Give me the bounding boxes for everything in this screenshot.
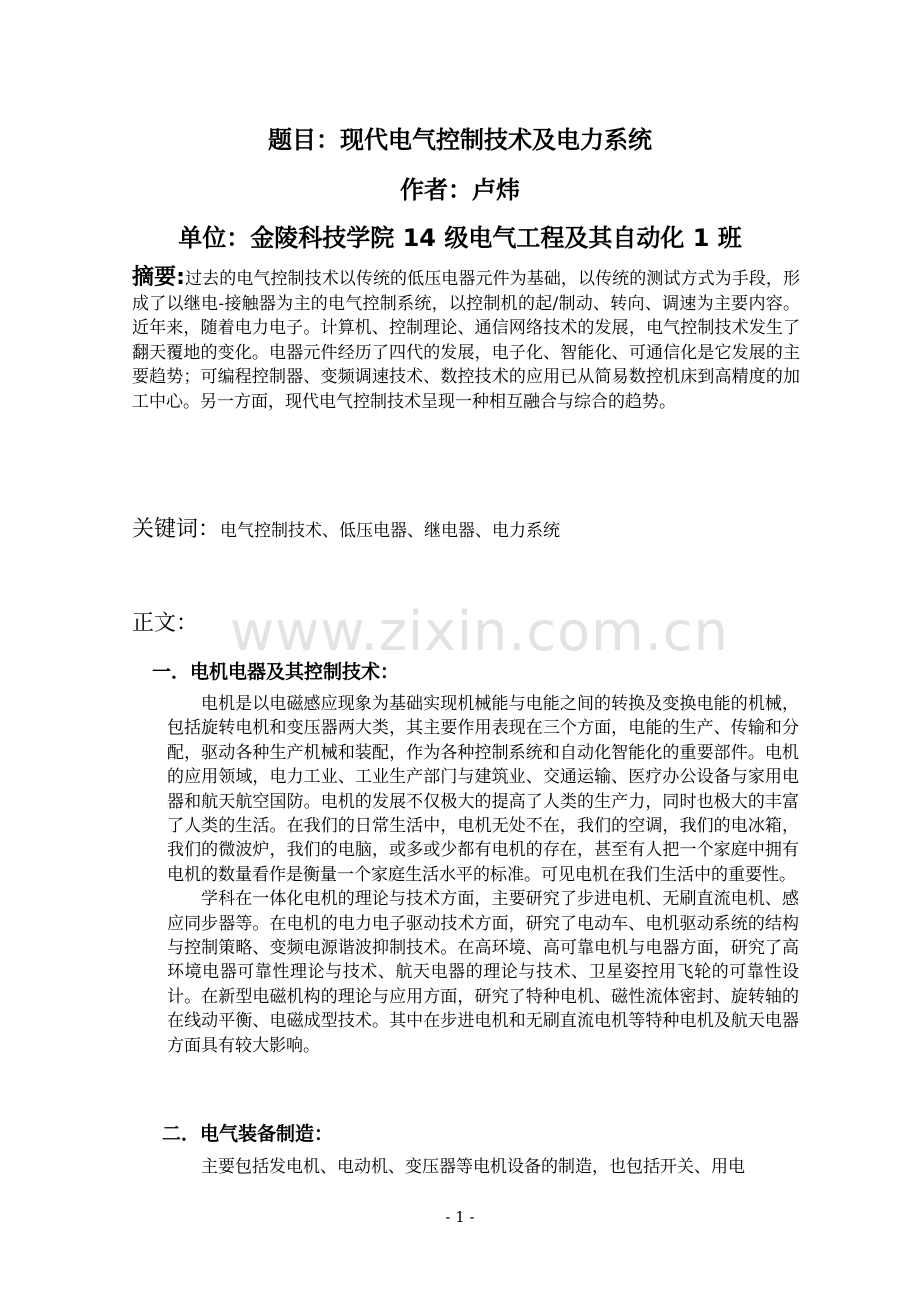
section-2-body [167, 1155, 799, 1179]
abstract-text: 过去的电气控制技术以传统的低压电器元件为基础，以传统的测试方式为手段，形成了以继电-接触器为主的电气控制系统，以控制机的起/制动、转向、调速为主要内容。近年来，随着电力电子。计算机、控制理论、通信网络技术的发展，电气控制技术发生了翻天覆地的变化。电器元件经历了四代的发展，电子化、智能化、可通信化是它发展的主要趋势；可编程控制器、变频调速技术、数控技术的应用已从简易数控机床到高精度的加工中心。另一方面，现代电气控制技术呈现一种相互融合与综合的趋势。 [132, 269, 800, 412]
keywords [132, 512, 560, 543]
keywords-label: 关键词： [132, 517, 221, 542]
abstract [132, 266, 800, 414]
document-author: 作者：卢炜 [400, 176, 520, 204]
section-1-paragraph-2: 学科在一体化电机的理论与技术方面，主要研究了步进电机、无刷直流电机、感应同步器等。在电机的电力电子驱动技术方面，研究了电动车、电机驱动系统的结构与控制策略、变频电源谐波抑制技术。在高环境、高可靠电机与电器方面，研究了高环境电器可靠性理论与技术、航天电器的理论与技术、卫星姿控用飞轮的可靠性设计。在新型电磁机构的理论与应用方面，研究了特种电机、磁性流体密封、旋转轴的在线动平衡、电磁成型技术。其中在步进电机和无刷直流电机等特种电机及航天电器方面具有较大影响。 [167, 889, 799, 1056]
section-1-heading: 一．电机电器及其控制技术： [152, 661, 400, 683]
keywords-text: 电气控制技术、低压电器、继电器、电力系统 [220, 521, 561, 541]
document-title: 题目：现代电气控制技术及电力系统 [268, 126, 652, 154]
section-1-body [167, 692, 799, 1058]
section-2-heading: 二．电气装备制造： [162, 1123, 334, 1145]
abstract-label: 摘要: [132, 265, 185, 290]
section-1-paragraph-1: 电机是以电磁感应现象为基础实现机械能与电能之间的转换及变换电能的机械，包括旋转电机和变压器两大类，其主要作用表现在三个方面，电能的生产、传输和分配，驱动各种生产机械和装配，作为各种控制系统和自动化智能化的重要部件。电机的应用领域，电力工业、工业生产部门与建筑业、交通运输、医疗办公设备与家用电器和航天航空国防。电机的发展不仅极大的提高了人类的生产力，同时也极大的丰富了人类的生活。在我们的日常生活中，电机无处不在，我们的空调，我们的电冰箱，我们的微波炉，我们的电脑，或多或少都有电机的存在，甚至有人把一个家庭中拥有电机的数量看作是衡量一个家庭生活水平的标准。可见电机在我们生活中的重要性。 [167, 694, 799, 885]
page-number: - 1 - [445, 1208, 475, 1226]
watermark: www.zixin.com.cn [230, 600, 729, 663]
body-label: 正文： [132, 611, 199, 636]
document-unit: 单位：金陵科技学院 14 级电气工程及其自动化 1 班 [178, 224, 742, 252]
section-2-paragraph-1: 主要包括发电机、电动机、变压器等电机设备的制造，也包括开关、用电 [201, 1157, 745, 1177]
